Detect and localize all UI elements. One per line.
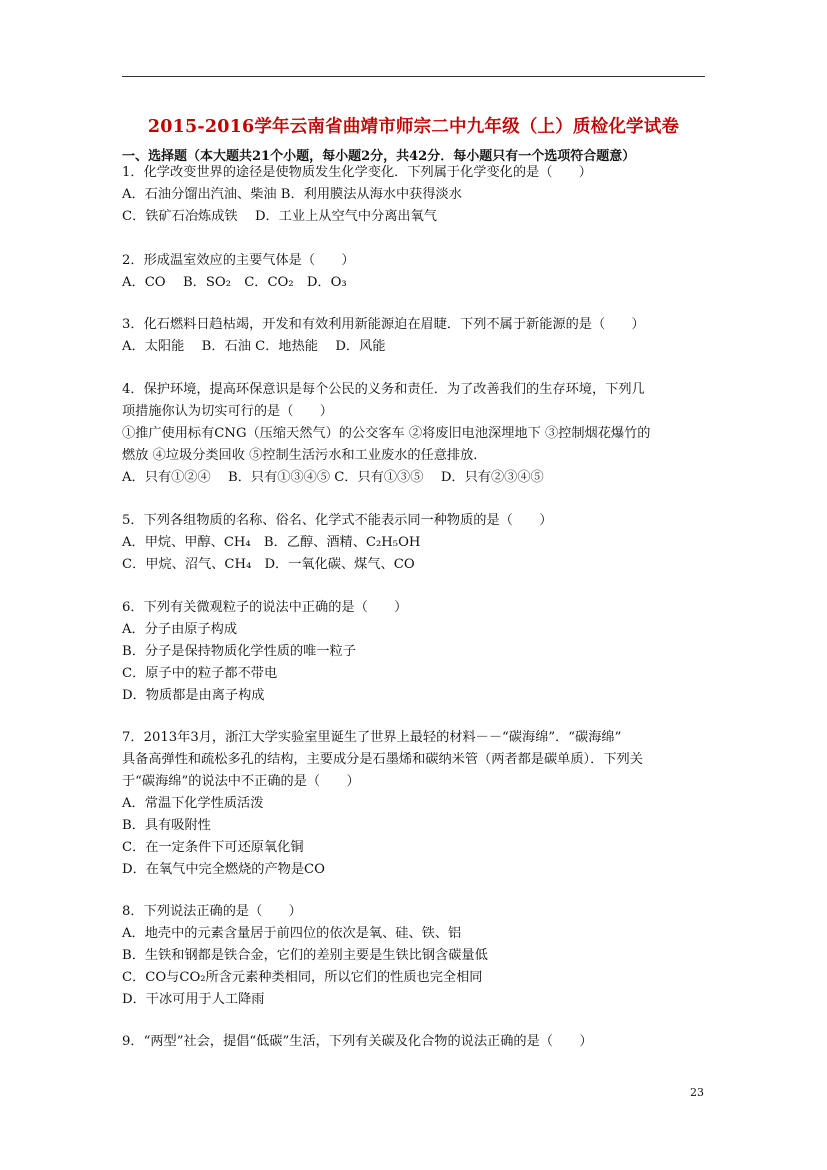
question-line: 4．保护环境，提高环保意识是每个公民的义务和责任．为了改善我们的生存环境，下列几 bbox=[122, 382, 645, 397]
question-line: 项措施你认为切实可行的是（ ） bbox=[122, 404, 333, 419]
question-line: 1．化学改变世界的途径是使物质发生化学变化．下列属于化学变化的是（ ） bbox=[122, 165, 592, 180]
option-line: C．CO与CO₂所含元素种类相同，所以它们的性质也完全相同 bbox=[122, 970, 483, 985]
question-1 bbox=[122, 162, 712, 228]
option-line: D．物质都是由离子构成 bbox=[122, 688, 265, 703]
question-line: 燃放 ④垃圾分类回收 ⑤控制生活污水和工业废水的任意排放． bbox=[122, 448, 487, 463]
option-line: B．具有吸附性 bbox=[122, 818, 211, 833]
option-line: A．常温下化学性质活泼 bbox=[122, 796, 264, 811]
question-9 bbox=[122, 1031, 712, 1053]
question-line: 8．下列说法正确的是（ ） bbox=[122, 904, 302, 919]
header-rule bbox=[122, 76, 705, 77]
option-line: A．分子由原子构成 bbox=[122, 622, 238, 637]
question-8 bbox=[122, 901, 712, 1011]
question-4 bbox=[122, 379, 712, 489]
option-line: B．生铁和钢都是铁合金，它们的差别主要是生铁比钢含碳量低 bbox=[122, 948, 488, 963]
option-line: C．在一定条件下可还原氧化铜 bbox=[122, 840, 304, 855]
option-line: A．太阳能 B．石油 C．地热能 D．风能 bbox=[122, 339, 386, 354]
question-line: ①推广使用标有CNG（压缩天然气）的公交客车 ②将废旧电池深埋地下 ③控制烟花爆竹的 bbox=[122, 426, 651, 441]
question-line: 5．下列各组物质的名称、俗名、化学式不能表示同一种物质的是（ ） bbox=[122, 513, 553, 528]
question-7 bbox=[122, 727, 712, 881]
question-6 bbox=[122, 597, 712, 707]
option-line: A．石油分馏出汽油、柴油 B．利用膜法从海水中获得淡水 bbox=[122, 187, 462, 202]
question-3 bbox=[122, 314, 712, 358]
option-line: A．甲烷、甲醇、CH₄ B．乙醇、酒精、C₂H₅OH bbox=[122, 535, 421, 550]
question-5 bbox=[122, 510, 712, 576]
option-line: A．CO B．SO₂ C．CO₂ D．O₃ bbox=[122, 275, 347, 290]
option-line: D．干冰可用于人工降雨 bbox=[122, 992, 265, 1007]
page-title: 2015-2016学年云南省曲靖市师宗二中九年级（上）质检化学试卷 bbox=[147, 117, 680, 137]
option-line: A．只有①②④ B．只有①③④⑤ C．只有①③⑤ D．只有②③④⑤ bbox=[122, 470, 544, 485]
option-line: C．甲烷、沼气、CH₄ D．一氧化碳、煤气、CO bbox=[122, 557, 415, 572]
option-line: D．在氧气中完全燃烧的产物是CO bbox=[122, 862, 325, 877]
question-line: 于“碳海绵”的说法中不正确的是（ ） bbox=[122, 774, 360, 789]
question-2 bbox=[122, 250, 712, 294]
question-line: 9．“两型”社会，提倡“低碳”生活，下列有关碳及化合物的说法正确的是（ ） bbox=[122, 1034, 593, 1049]
option-line: C．原子中的粒子都不带电 bbox=[122, 666, 278, 681]
question-line: 7．2013年3月，浙江大学实验室里诞生了世界上最轻的材料－－“碳海绵”．“碳海绵” bbox=[122, 730, 622, 745]
option-line: B．分子是保持物质化学性质的唯一粒子 bbox=[122, 644, 356, 659]
question-line: 3．化石燃料日趋枯竭，开发和有效利用新能源迫在眉睫．下列不属于新能源的是（ ） bbox=[122, 317, 645, 332]
option-line: C．铁矿石冶炼成铁 D．工业上从空气中分离出氧气 bbox=[122, 209, 437, 224]
option-line: A．地壳中的元素含量居于前四位的依次是氧、硅、铁、铝 bbox=[122, 926, 462, 941]
section-heading: 一、选择题（本大题共21个小题，每小题2分，共42分．每小题只有一个选项符合题意） bbox=[122, 149, 636, 164]
question-line: 2．形成温室效应的主要气体是（ ） bbox=[122, 253, 355, 268]
question-line: 6．下列有关微观粒子的说法中正确的是（ ） bbox=[122, 600, 408, 615]
page-number: 23 bbox=[690, 1086, 704, 1099]
question-line: 具备高弹性和疏松多孔的结构，主要成分是石墨烯和碳纳米管（两者都是碳单质）．下列关 bbox=[122, 752, 643, 767]
